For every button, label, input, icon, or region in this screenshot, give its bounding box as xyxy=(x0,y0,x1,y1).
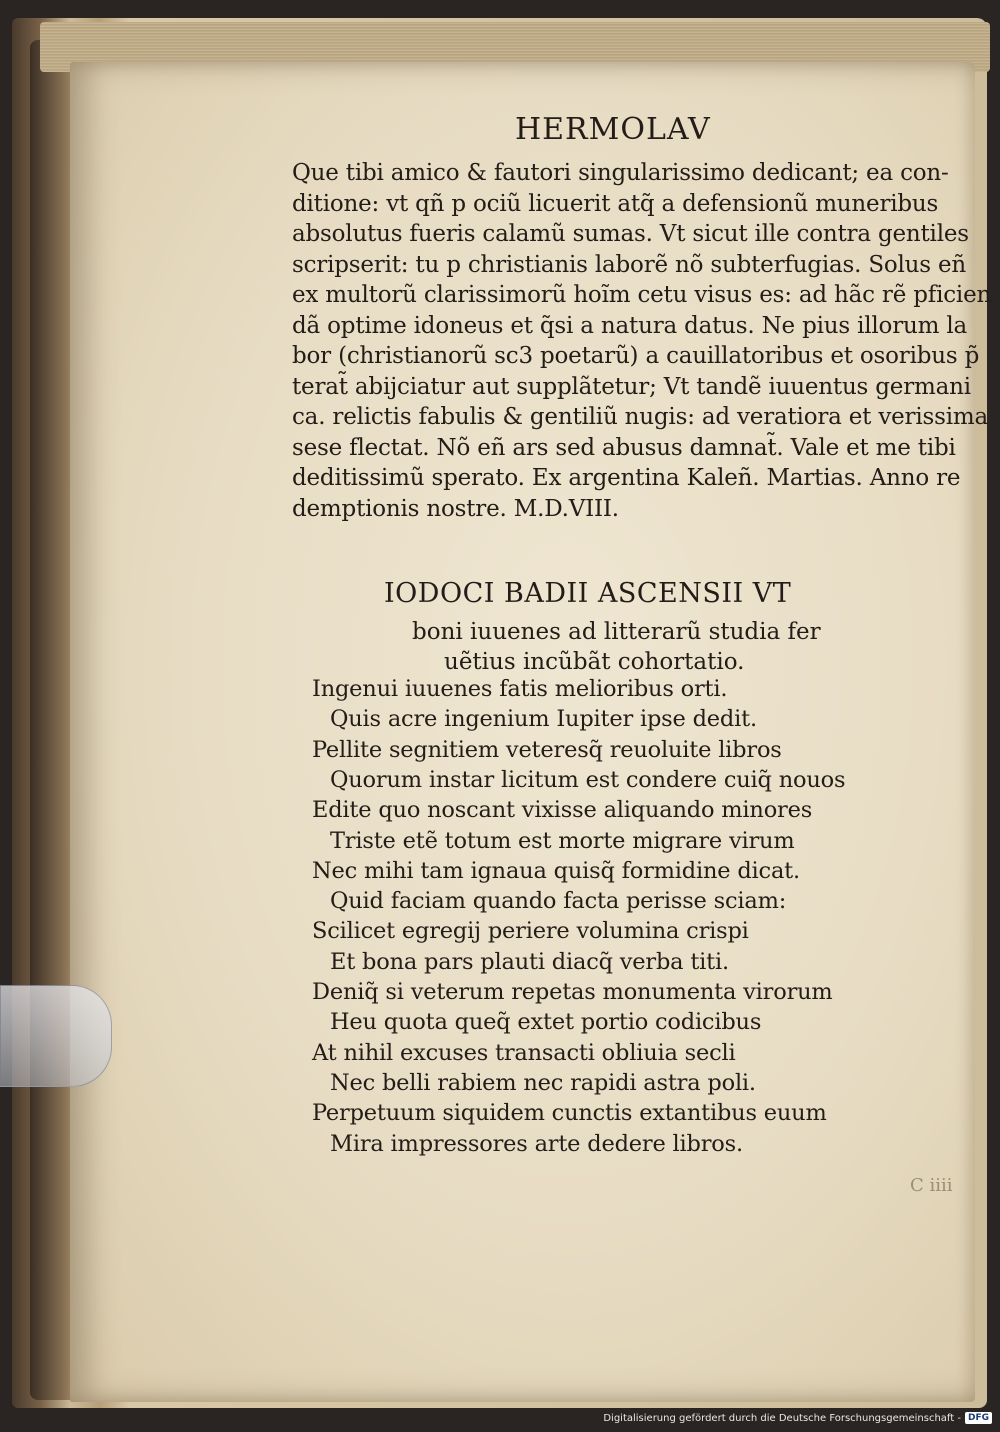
poem-subtitle-line: boni iuuenes ad litterarũ studia fer xyxy=(412,619,821,645)
prose-line: sese flectat. Nõ eñ ars sed abusus damnat̃. Vale et me tibi xyxy=(292,434,956,461)
verse-line: Nec mihi tam ignaua quisq̃ formidine dicat. xyxy=(312,857,800,884)
prose-line: scripserit: tu p christianis laborẽ nõ subterfugias. Solus eñ xyxy=(292,251,967,278)
verse-line: Quorum instar licitum est condere cuiq̃ nouos xyxy=(330,766,846,793)
verse-line: Et bona pars plauti diacq̃ verba titi. xyxy=(330,948,729,975)
verse-line: Pellite segnitiem veteresq̃ reuoluite libros xyxy=(312,736,782,763)
prose-line: dã optime idoneus et q̃si a natura datus. Ne pius illorum la xyxy=(292,312,967,339)
prose-line: deditissimũ sperato. Ex argentina Kaleñ. Martias. Anno re xyxy=(292,465,961,491)
prose-line: bor (christianorũ sc3 poetarũ) a cauillatoribus et osoribus p̃ xyxy=(292,343,980,369)
verse-line: Perpetuum siquidem cunctis extantibus euum xyxy=(312,1100,827,1127)
footer-credit xyxy=(603,1410,992,1426)
verse-line: Deniq̃ si veterum repetas monumenta virorum xyxy=(312,979,833,1005)
dfg-logo: DFG xyxy=(965,1412,992,1424)
verse-line: Mira impressores arte dedere libros. xyxy=(330,1130,743,1157)
poem-subtitle-line: uẽtius incũbãt cohortatio. xyxy=(444,649,745,675)
prose-line: ex multorũ clarissimorũ hoĩm cetu visus es: ad hãc rẽ pficien xyxy=(292,282,992,308)
signature-mark: C iiii xyxy=(910,1175,953,1196)
verse-line: Ingenui iuuenes fatis melioribus orti. xyxy=(312,676,728,702)
prose-line: Que tibi amico & fautori singularissimo dedicant; ea con- xyxy=(292,160,949,186)
verse-line: Nec belli rabiem nec rapidi astra poli. xyxy=(330,1069,756,1096)
verse-line: Edite quo noscant vixisse aliquando minores xyxy=(312,797,813,824)
glass-clip xyxy=(0,985,112,1087)
verse-line: Heu quota queq̃ extet portio codicibus xyxy=(330,1009,762,1036)
prose-line: absolutus fueris calamũ sumas. Vt sicut ille contra gentiles xyxy=(292,221,969,247)
prose-line: demptionis nostre. M.D.VIII. xyxy=(292,495,619,522)
footer-credit-text: Digitalisierung gefördert durch die Deutsche Forschungsgemeinschaft - xyxy=(603,1412,961,1424)
verse-line: Quid faciam quando facta perisse sciam: xyxy=(330,888,787,915)
running-head: HERMOLAV xyxy=(515,112,711,147)
prose-line: ca. relictis fabulis & gentiliũ nugis: ad veratiora et verissima xyxy=(292,404,988,430)
prose-line: ditione: vt qñ p ociũ licuerit atq̃ a defensionũ muneribus xyxy=(292,190,939,217)
prose-line: terat̃ abijciatur aut supplãtetur; Vt tandẽ iuuentus germani xyxy=(292,373,971,400)
verse-line: At nihil excuses transacti obliuia secli xyxy=(312,1039,736,1066)
poem-title: IODOCI BADII ASCENSII VT xyxy=(384,578,792,609)
verse-line: Quis acre ingenium Iupiter ipse dedit. xyxy=(330,706,757,733)
verse-line: Triste etẽ totum est morte migrare virum xyxy=(330,827,795,854)
verse-line: Scilicet egregij periere volumina crispi xyxy=(312,918,749,945)
